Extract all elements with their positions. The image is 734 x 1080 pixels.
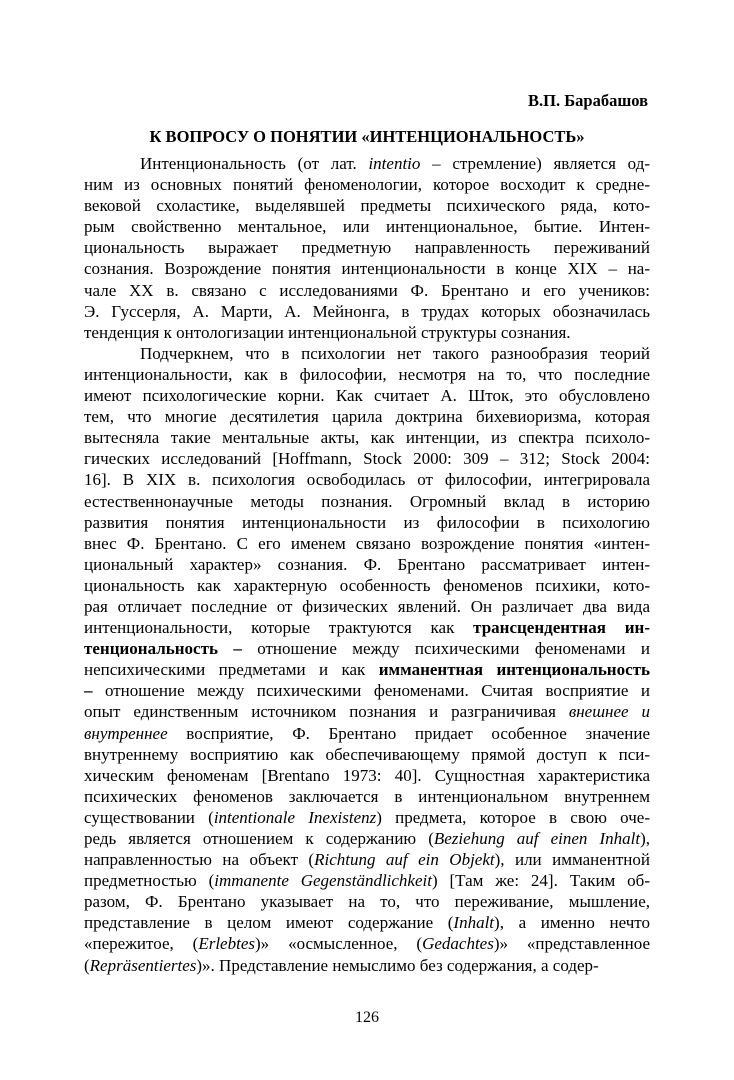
text-run: Э. Гуссерля, А. Марти, А. Мейнонга, в трудах которых обозначилась <box>84 301 650 321</box>
text-run: имеют психологические корни. Как считает А. Шток, это обусловлено <box>84 386 650 406</box>
text-run: опыт единственным источником познания и разграничивая <box>84 702 569 722</box>
author-name: В.П. Барабашов <box>528 91 648 110</box>
text-line <box>84 744 650 765</box>
text-run: внутреннему восприятию как обеспечивающему прямой доступ к пси- <box>84 744 650 764</box>
text-line <box>84 955 650 976</box>
text-line <box>84 701 650 722</box>
text-line <box>84 659 650 680</box>
text-run: хическим феноменам [Brentano 1973: 40]. Сущностная характеристика <box>84 765 650 785</box>
text-line <box>84 322 650 343</box>
text-run: ) предмета, которое в свою оче- <box>376 807 650 827</box>
text-line <box>84 406 650 427</box>
text-run: интенциональности, как в философии, несмотря на то, что последние <box>84 364 650 384</box>
text-run: вековой схоластике, выделявшей предметы психического ряда, кото- <box>84 196 650 216</box>
text-run: представление в целом имеют содержание ( <box>84 913 454 933</box>
text-run: Подчеркнем, что в психологии нет такого разнообразия теорий <box>140 343 650 363</box>
text-run: сознания. Возрождение понятия интенциональности в конце XIX – на- <box>84 259 650 279</box>
text-line <box>84 575 650 596</box>
text-run: )» «представленное <box>493 934 650 954</box>
text-run: внешнее и <box>568 702 651 722</box>
text-run: циональность как характерную особенность феноменов психики, кото- <box>84 575 650 595</box>
text-line <box>84 849 650 870</box>
page-number: 126 <box>355 1009 379 1026</box>
text-run: Inhalt <box>453 913 495 933</box>
text-run: ), <box>640 829 650 848</box>
text-line <box>84 891 650 912</box>
text-run: тем, что многие десятилетия царила доктрина бихевиоризма, которая <box>84 407 650 427</box>
text-line <box>84 469 650 490</box>
text-line <box>84 723 650 744</box>
text-run: )». Представление немыслимо без содержания, а содер- <box>196 955 599 975</box>
text-run: циональный характер» сознания. Ф. Брентано рассматривает интен- <box>84 554 650 574</box>
text-run: – <box>84 681 93 701</box>
text-line <box>84 174 650 195</box>
text-run: intentionale Inexistenz <box>213 807 377 827</box>
text-run: редь является отношением к содержанию ( <box>84 829 434 848</box>
text-run: Repräsentiertes <box>89 955 197 975</box>
text-line <box>84 554 650 575</box>
text-run: тенденция к онтологизации интенциональной структуры сознания. <box>84 322 571 342</box>
text-run: отношение между психическими феноменами и <box>241 639 650 659</box>
text-run: ( <box>84 955 90 975</box>
text-run: Gedachtes <box>422 934 494 954</box>
text-run: – стремление) является од- <box>420 154 650 173</box>
paragraph <box>84 343 650 976</box>
text-line <box>84 385 650 406</box>
text-run: вытесняла такие ментальные акты, как интенции, из спектра психоло- <box>84 428 650 448</box>
text-line <box>84 765 650 786</box>
text-run: трансцендентная ин- <box>473 618 650 638</box>
text-line <box>84 427 650 448</box>
text-line <box>84 491 650 512</box>
text-run: ) [Там же: 24]. Таким об- <box>431 871 650 891</box>
text-run: ним из основных понятий феноменологии, которое восходит к средне- <box>84 175 650 195</box>
text-line <box>84 638 650 659</box>
text-run: Beziehung auf einen Inhalt <box>433 829 641 848</box>
text-line <box>84 870 650 891</box>
text-run: )» «осмысленное, ( <box>254 934 423 954</box>
text-run: психических феноменов заключается в интенциональном внутреннем <box>84 786 650 806</box>
text-run: тенциональность – <box>84 639 242 659</box>
text-run: предметностью ( <box>84 871 215 891</box>
text-run: существовании ( <box>84 807 214 827</box>
text-line <box>84 533 650 554</box>
text-run: непсихическими предметами и как <box>84 660 379 680</box>
text-run: гических исследований [Hoffmann, Stock 2000: 309 – 312; Stock 2004: <box>84 449 650 469</box>
paragraph <box>84 153 650 343</box>
article-body <box>84 153 650 976</box>
text-run: восприятие, Ф. Брентано придает особенное значение <box>167 723 650 743</box>
text-line <box>84 912 650 933</box>
text-run: intentio <box>368 154 421 173</box>
text-line <box>84 195 650 216</box>
text-run: внес Ф. Брентано. С его именем связано возрождение понятия «интен- <box>84 533 650 553</box>
text-run: Richtung auf ein Objekt <box>314 850 495 870</box>
text-run: чале XX в. связано с исследованиями Ф. Брентано и его учеников: <box>84 280 650 300</box>
text-run: Erlebtes <box>198 934 255 954</box>
text-run: immanente Gegenständlichkeit <box>214 871 432 891</box>
text-run: ), а именно нечто <box>494 913 650 933</box>
text-run: развития понятия интенциональности из философии в психологию <box>84 512 650 532</box>
text-run: «пережитое, ( <box>84 934 199 954</box>
text-line <box>84 364 650 385</box>
text-line <box>84 153 650 174</box>
text-run: циональность выражает предметную направленность переживаний <box>84 238 650 258</box>
text-run: рым свойственно ментальное, или интенциональное, бытие. Интен- <box>84 217 650 237</box>
text-line <box>84 786 650 807</box>
text-line <box>84 828 650 849</box>
text-line <box>84 216 650 237</box>
text-run: имманентная интенциональность <box>378 660 650 680</box>
text-run: рая отличает последние от физических явлений. Он различает два вида <box>84 596 650 616</box>
text-line <box>84 237 650 258</box>
text-run: ), или имманентной <box>494 850 651 870</box>
text-run: 16]. В XIX в. психология освободилась от философии, интегрировала <box>84 470 650 490</box>
text-line <box>84 512 650 533</box>
text-line <box>84 596 650 617</box>
text-run: отношение между психическими феноменами. Считая восприятие и <box>92 681 650 701</box>
text-line <box>84 258 650 279</box>
text-run: разом, Ф. Брентано указывает на то, что переживание, мышление, <box>84 892 650 912</box>
text-line <box>84 807 650 828</box>
text-run: Интенциональность (от лат. <box>140 154 369 173</box>
text-run: внутреннее <box>84 723 168 743</box>
text-run: естественнонаучные методы познания. Огромный вклад в историю <box>84 491 650 511</box>
text-run: направленностью на объект ( <box>84 850 315 870</box>
text-line <box>84 617 650 638</box>
text-line <box>84 680 650 701</box>
text-line <box>84 343 650 364</box>
text-line <box>84 280 650 301</box>
article-title: К ВОПРОСУ О ПОНЯТИИ «ИНТЕНЦИОНАЛЬНОСТЬ» <box>149 127 585 146</box>
text-run: интенциональности, которые трактуются как <box>84 618 474 638</box>
text-line <box>84 933 650 954</box>
text-line <box>84 448 650 469</box>
text-line <box>84 301 650 322</box>
